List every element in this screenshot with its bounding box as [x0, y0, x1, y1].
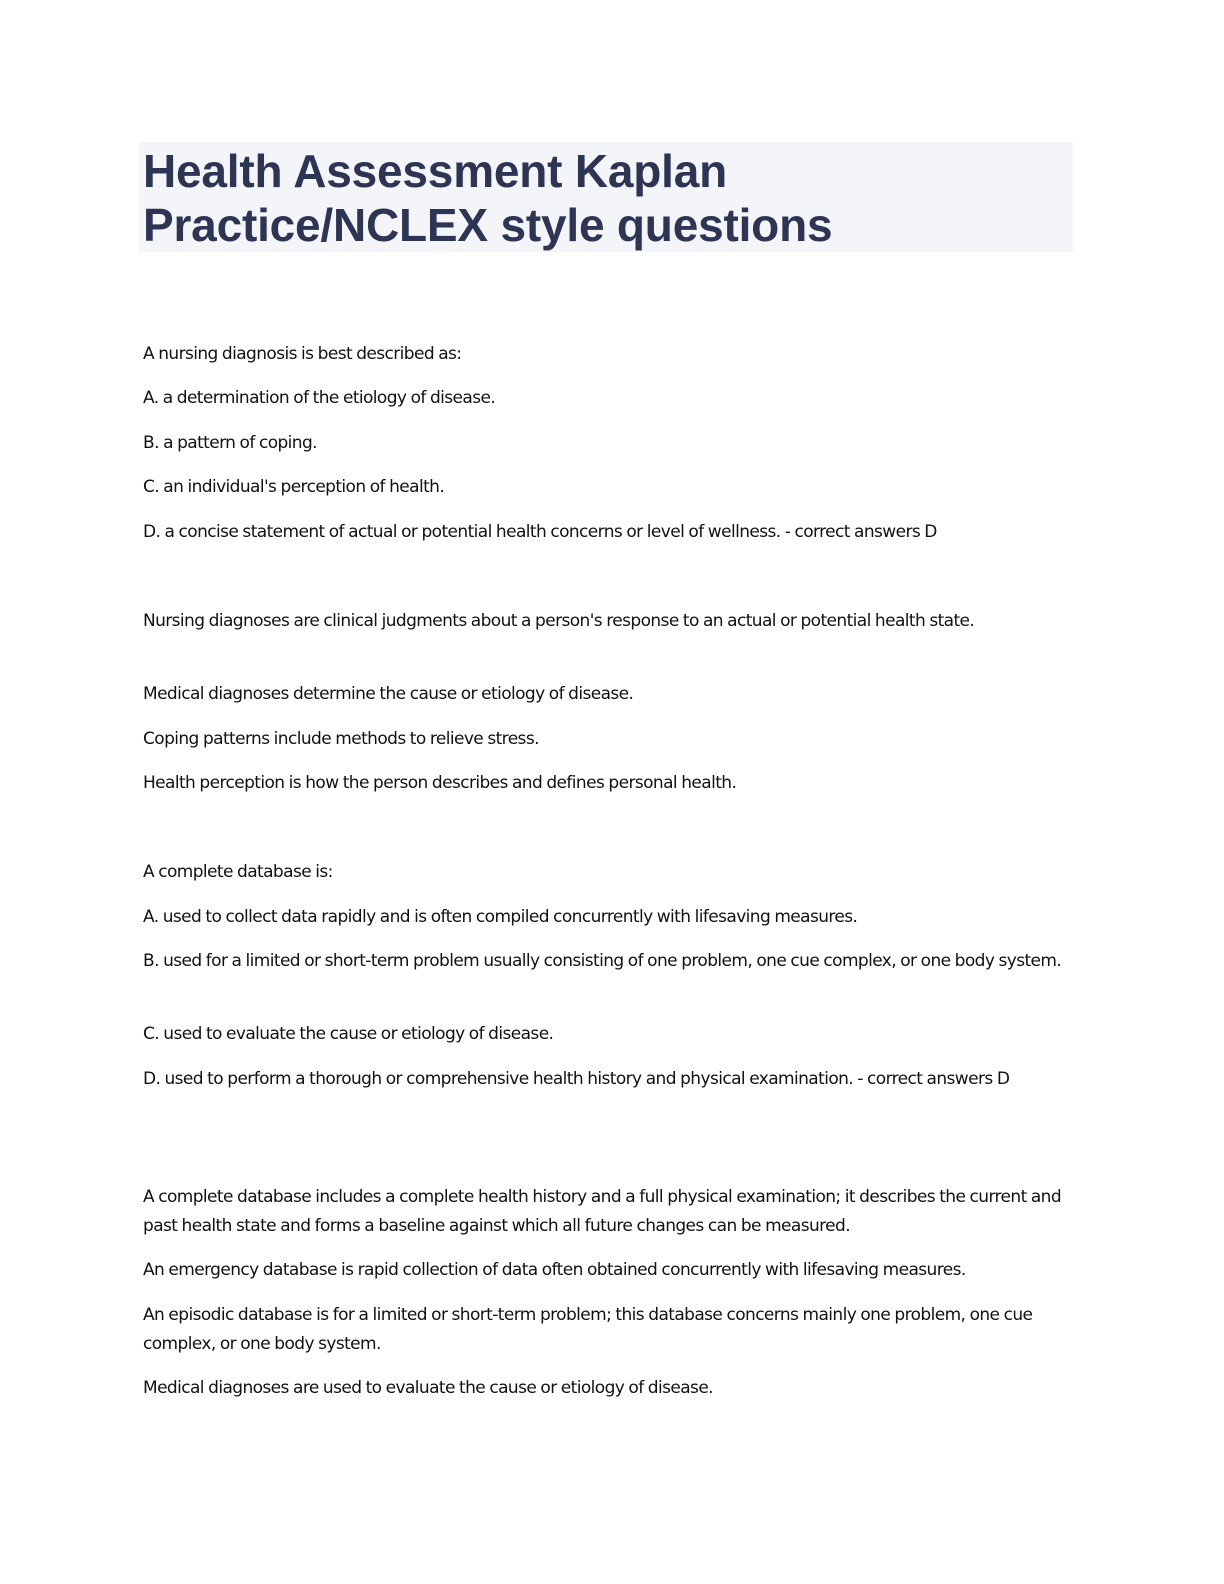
document-title-line-1: Health Assessment Kaplan — [143, 145, 728, 197]
question-stem: A complete database is: — [143, 862, 333, 882]
rationale-paragraph: An episodic database is for a limited or short-term problem; this database concerns mainly one problem, one cue complex, or one body system. — [143, 1305, 1033, 1354]
answer-option-d-correct: D. a concise statement of actual or potential health concerns or level of wellness. - correct answers D — [143, 522, 937, 542]
question-stem: A nursing diagnosis is best described as: — [143, 344, 462, 364]
answer-option-a: A. used to collect data rapidly and is often compiled concurrently with lifesaving measures. — [143, 907, 858, 927]
answer-option-b: B. a pattern of coping. — [143, 433, 317, 453]
answer-option-d-correct: D. used to perform a thorough or comprehensive health history and physical examination. - correct answers D — [143, 1069, 1010, 1089]
document-title-block — [139, 142, 1073, 252]
rationale-paragraph: Medical diagnoses determine the cause or etiology of disease. — [143, 684, 634, 704]
answer-option-b: B. used for a limited or short-term problem usually consisting of one problem, one cue complex, or one body system. — [143, 951, 1062, 971]
answer-option-c: C. an individual's perception of health. — [143, 477, 445, 497]
rationale-paragraph: Medical diagnoses are used to evaluate the cause or etiology of disease. — [143, 1378, 713, 1398]
rationale-paragraph: Nursing diagnoses are clinical judgments about a person's response to an actual or potential health state. — [143, 611, 975, 631]
answer-option-c: C. used to evaluate the cause or etiology of disease. — [143, 1024, 554, 1044]
document-title-line-2: Practice/NCLEX style questions — [143, 199, 833, 251]
rationale-paragraph: An emergency database is rapid collection of data often obtained concurrently with lifesaving measures. — [143, 1260, 966, 1280]
rationale-paragraph: A complete database includes a complete health history and a full physical examination; it describes the current and past health state and forms a baseline against which all future changes can be measured. — [143, 1187, 1062, 1236]
rationale-paragraph: Health perception is how the person describes and defines personal health. — [143, 773, 737, 793]
answer-option-a: A. a determination of the etiology of disease. — [143, 388, 496, 408]
rationale-paragraph: Coping patterns include methods to relieve stress. — [143, 729, 539, 749]
